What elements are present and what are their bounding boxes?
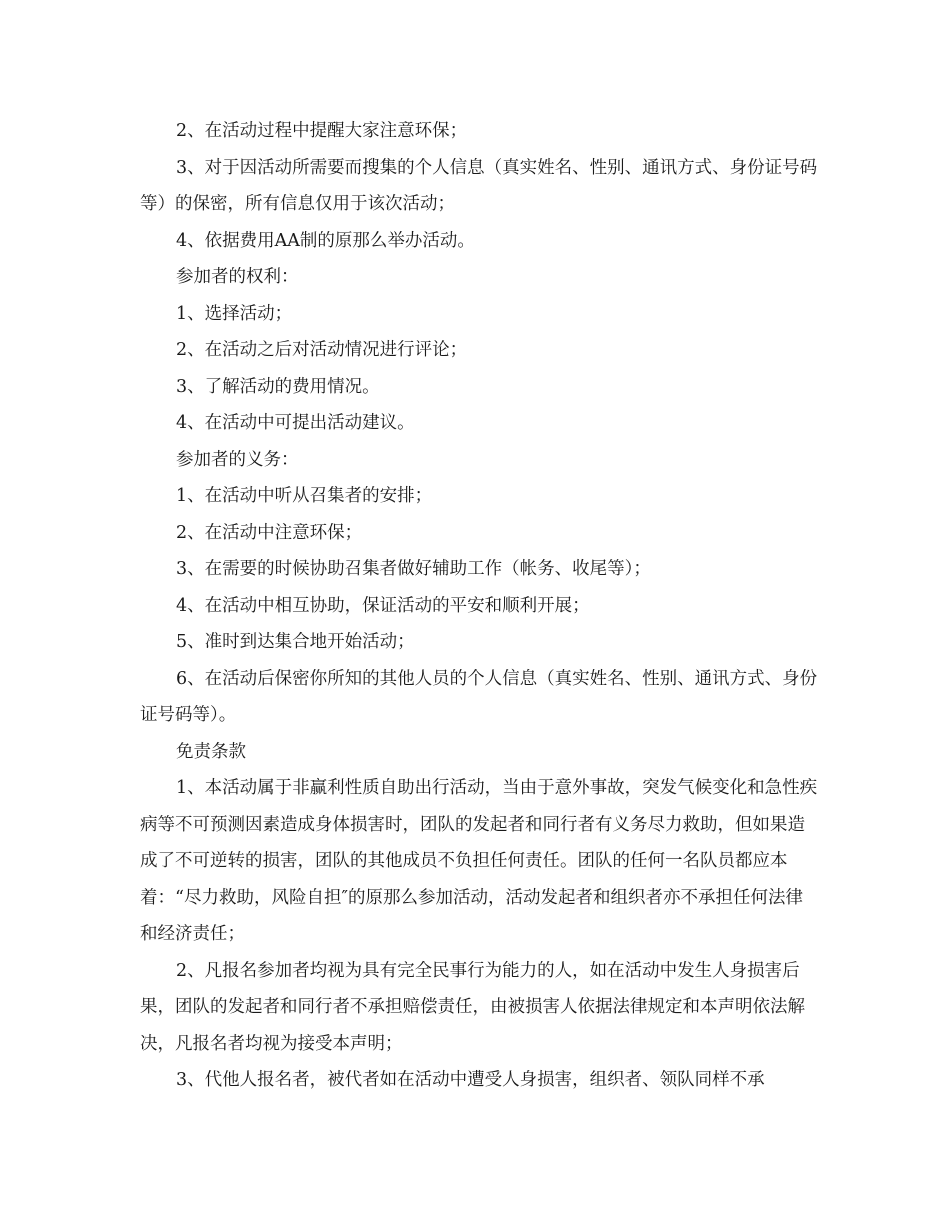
paragraph-duty-3: 3、在需要的时候协助召集者做好辅助工作（帐务、收尾等）； xyxy=(176,559,651,579)
paragraph-duty-2: 2、在活动中注意环保； xyxy=(176,522,363,543)
paragraph-duty-6: 6、在活动后保密你所知的其他人员的个人信息（真实姓名、性别、通讯方式、身份证号码等）。 xyxy=(140,668,818,725)
heading-participant-duties: 参加者的义务： xyxy=(176,449,299,470)
paragraph-disclaimer-2: 2、凡报名参加者均视为具有完全民事行为能力的人，如在活动中发生人身损害后果，团队的发起者和同行者不承担赔偿责任，由被损害人依据法律规定和本声明依法解决，凡报名者均视为接受本声明； xyxy=(140,960,805,1054)
paragraph-organizer-duty-4: 4、依据费用AA制的原那么举办活动。 xyxy=(176,230,475,251)
paragraph-duty-4: 4、在活动中相互协助，保证活动的平安和顺利开展； xyxy=(176,595,590,616)
paragraph-right-1: 1、选择活动； xyxy=(176,303,293,324)
paragraph-duty-5: 5、准时到达集合地开始活动； xyxy=(176,632,415,652)
document-body xyxy=(140,113,820,1099)
paragraph-duty-1: 1、在活动中听从召集者的安排； xyxy=(176,486,433,506)
paragraph-right-3: 3、了解活动的费用情况。 xyxy=(176,376,380,397)
paragraph-organizer-duty-2: 2、在活动过程中提醒大家注意环保； xyxy=(176,121,468,141)
paragraph-disclaimer-1: 1、本活动属于非赢利性质自助出行活动，当由于意外事故，突发气候变化和急性疾病等不可预测因素造成身体损害时，团队的发起者和同行者有义务尽力救助，但如果造成了不可逆转的损害，团队的其他成员不负担任何责任。团队的任何一名队员都应本着：“尽力救助，风险自担″的原那么参加活动，活动发起者和组织者亦不承担任何法律和经济责任； xyxy=(140,778,818,944)
heading-disclaimer: 免责条款 xyxy=(176,741,246,762)
paragraph-disclaimer-3: 3、代他人报名者，被代者如在活动中遭受人身损害，组织者、领队同样不承 xyxy=(176,1070,765,1090)
paragraph-right-4: 4、在活动中可提出活动建议。 xyxy=(176,413,415,433)
paragraph-right-2: 2、在活动之后对活动情况进行评论； xyxy=(176,340,468,360)
paragraph-organizer-duty-3: 3、对于因活动所需要而搜集的个人信息（真实姓名、性别、通讯方式、身份证号码等）的保密，所有信息仅用于该次活动； xyxy=(140,157,818,214)
heading-participant-rights: 参加者的权利： xyxy=(176,267,299,287)
